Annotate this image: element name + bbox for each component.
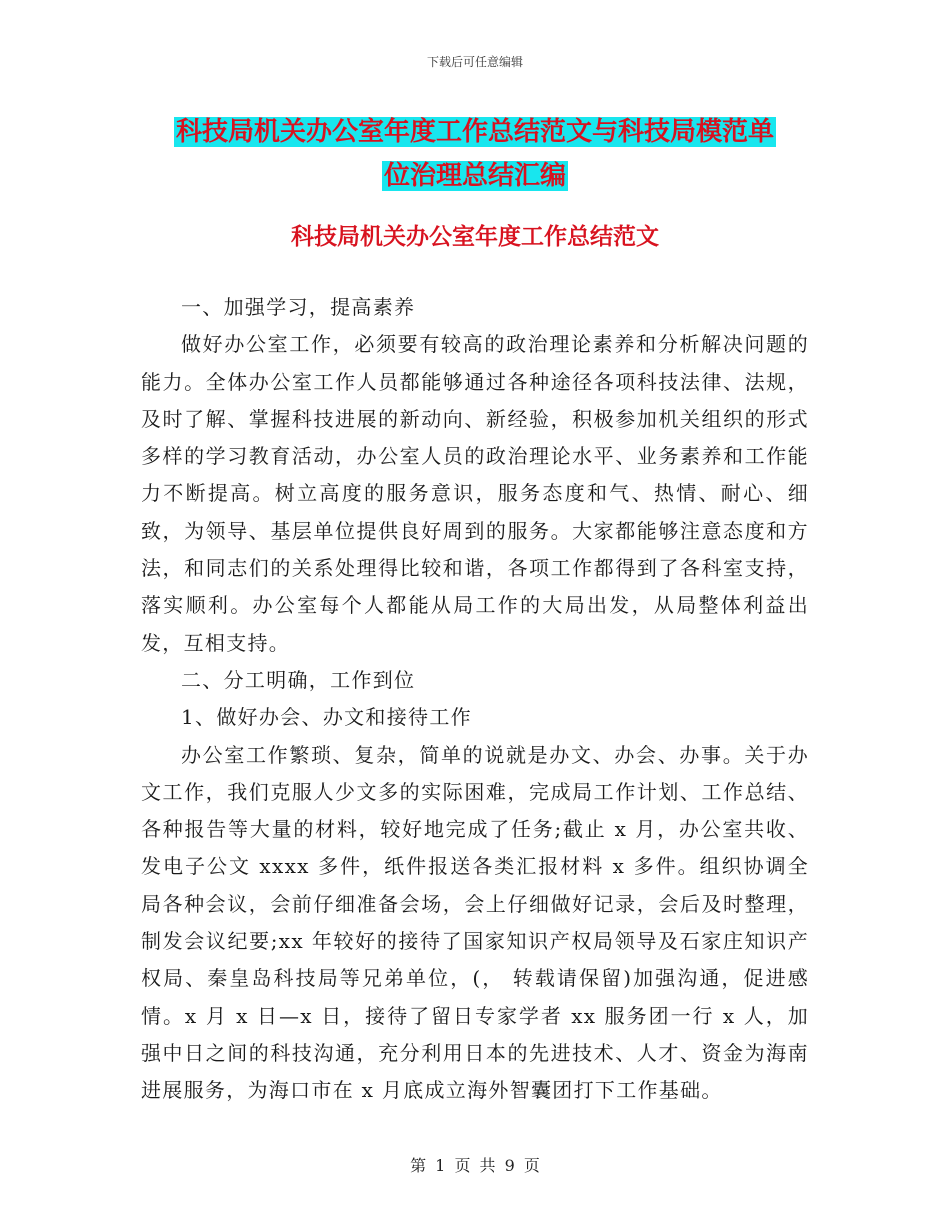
document-title-line-2: 位治理总结汇编 bbox=[383, 161, 566, 191]
subheading-2-1: 1、做好办会、办文和接待工作 bbox=[181, 705, 472, 730]
heading-1: 一、加强学习，提高素养 bbox=[181, 295, 416, 319]
section-title: 科技局机关办公室年度工作总结范文 bbox=[291, 224, 659, 250]
header-note: 下载后可任意编辑 bbox=[426, 55, 523, 69]
document-title bbox=[140, 110, 810, 198]
page-footer: 第 1 页 共 9 页 bbox=[410, 1156, 540, 1175]
document-title-line-1: 科技局机关办公室年度工作总结范文与科技局模范单 bbox=[175, 117, 774, 147]
document-body bbox=[141, 289, 809, 1110]
body-paragraph-1: 做好办公室工作，必须要有较高的政治理论素养和分析解决问题的能力。全体办公室工作人员都能够通过各种途径各项科技法律、法规，及时了解、掌握科技进展的新动向、新经验，积极参加机关组织的形式多样的学习教育活动，办公室人员的政治理论水平、业务素养和工作能力不断提高。树立高度的服务意识，服务态度和气、热情、耐心、细致，为领导、基层单位提供良好周到的服务。大家都能够注意态度和方法，和同志们的关系处理得比较和谐，各项工作都得到了各科室支持，落实顺利。办公室每个人都能从局工作的大局出发，从局整体利益出发，互相支持。 bbox=[141, 332, 809, 655]
heading-2: 二、分工明确，工作到位 bbox=[181, 667, 416, 692]
body-paragraph-2: 办公室工作繁琐、复杂，简单的说就是办文、办会、办事。关于办文工作，我们克服人少文多的实际困难，完成局工作计划、工作总结、各种报告等大量的材料，较好地完成了任务;截止 x 月，办公室共收、发电子公文 xxxx 多件，纸件报送各类汇报材料 x 多件。组织协调全局各种会议，会前仔细准备会场，会上仔细做好记录，会后及时整理，制发会议纪要;xx 年较好的接待了国家知识产权局领导及石家庄知识产权局、秦皇岛科技局等兄弟单位，(， 转载请保留)加强沟通，促进感情。x 月 x 日—x 日，接待了留日专家学者 xx 服务团一行 x 人，加强中日之间的科技沟通，充分利用日本的先进技术、人才、资金为海南进展服务，为海口市在 x 月底成立海外智囊团打下工作基础。 bbox=[141, 742, 809, 1103]
